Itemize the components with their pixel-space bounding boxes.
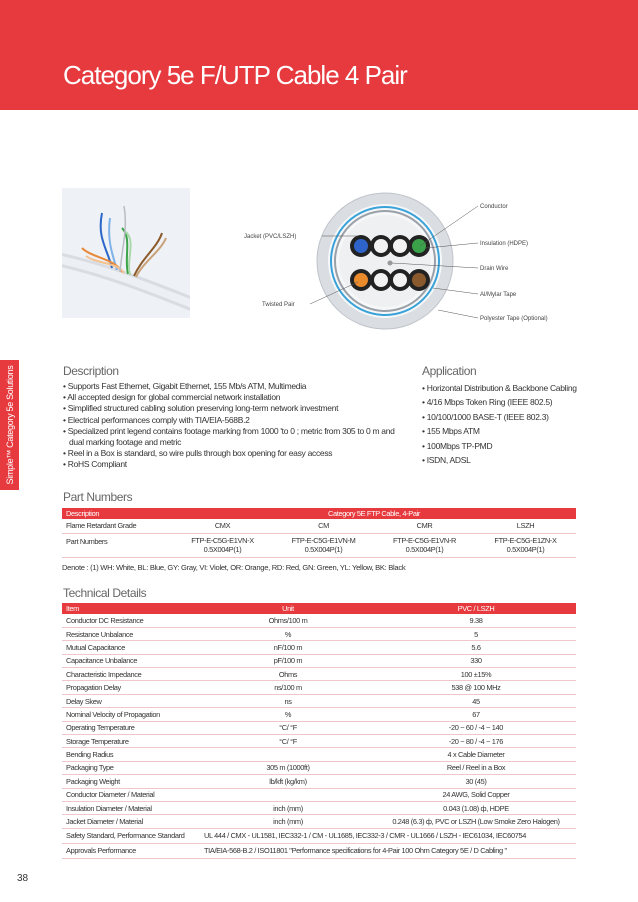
part-numbers-table xyxy=(62,508,576,558)
description-item: • RoHS Compliant xyxy=(63,459,127,470)
table-cell: ns xyxy=(200,694,376,707)
part-numbers-header-product: Category 5E FTP Cable, 4-Pair xyxy=(172,508,576,519)
table-cell: °C/ °F xyxy=(200,735,376,748)
part-numbers-header-description: Description xyxy=(62,508,172,519)
table-cell: LSZH xyxy=(475,519,576,533)
page-header-banner xyxy=(0,0,638,110)
application-item: • 155 Mbps ATM xyxy=(422,426,480,437)
description-item: • Specialized print legend contains footage marking from 1000 'to 0 ; metric from 305 to 0 m and xyxy=(63,425,395,436)
table-cell: Insulation Diameter / Material xyxy=(62,801,200,814)
table-cell: Safety Standard, Performance Standard xyxy=(62,828,200,843)
table-cell: 538 @ 100 MHz xyxy=(376,681,576,694)
cable-cross-section-diagram xyxy=(230,192,560,330)
description-item: • Electrical performances comply with TIA/EIA-568B.2 xyxy=(63,414,250,425)
page-title: Category 5e F/UTP Cable 4 Pair xyxy=(63,60,407,90)
table-cell: % xyxy=(200,627,376,640)
table-cell: ns/100 m xyxy=(200,681,376,694)
table-cell: Bending Radius xyxy=(62,748,200,761)
table-row xyxy=(62,788,576,801)
tech-header-unit: Unit xyxy=(200,603,376,614)
table-cell: Flame Retardant Grade xyxy=(62,519,172,533)
cable-photo xyxy=(62,188,190,318)
table-row xyxy=(62,775,576,788)
table-row xyxy=(62,801,576,814)
table-row xyxy=(62,694,576,707)
table-cell: 5.6 xyxy=(376,641,576,654)
description-item: • Reel in a Box is standard, so wire pulls through box opening for easy access xyxy=(63,448,333,459)
table-cell: Operating Temperature xyxy=(62,721,200,734)
table-cell: CMX xyxy=(172,519,273,533)
table-row xyxy=(62,627,576,640)
description-item: • Simplified structured cabling solution preserving long-term network investment xyxy=(63,403,339,414)
table-cell: FTP-E-C5G-E1VN-R 0.5X004P(1) xyxy=(374,533,475,557)
table-cell: Ohms/100 m xyxy=(200,614,376,627)
table-cell: Packaging Type xyxy=(62,761,200,774)
table-cell: TIA/EIA-568-B.2 / ISO11801 "Performance specifications for 4-Pair 100 Ohm Category 5E / D Cabling " xyxy=(200,843,576,858)
table-cell: 0.043 (1.08) ф, HDPE xyxy=(376,801,576,814)
table-row xyxy=(62,721,576,734)
table-row xyxy=(62,519,576,533)
label-jacket: Jacket (PVC/LSZH) xyxy=(244,234,297,240)
table-row xyxy=(62,815,576,828)
table-cell: 4 x Cable Diameter xyxy=(376,748,576,761)
table-cell: 45 xyxy=(376,694,576,707)
table-cell: 0.248 (6.3) ф, PVC or LSZH (Low Smoke Zero Halogen) xyxy=(376,815,576,828)
table-cell: Characteristic Impedance xyxy=(62,668,200,681)
table-row xyxy=(62,533,576,557)
application-item: • Horizontal Distribution & Backbone Cabling xyxy=(422,383,577,393)
label-insulation: Insulation (HDPE) xyxy=(480,241,529,247)
table-cell: Approvals Performance xyxy=(62,843,200,858)
table-row xyxy=(62,828,576,843)
table-cell: Packaging Weight xyxy=(62,775,200,788)
table-cell: -20 ~ 60 / -4 ~ 140 xyxy=(376,721,576,734)
table-cell: pF/100 m xyxy=(200,654,376,667)
table-cell: Storage Temperature xyxy=(62,735,200,748)
description-item: • All accepted design for global commercial network installation xyxy=(63,392,281,403)
table-cell: 67 xyxy=(376,708,576,721)
table-cell: Jacket Diameter / Material xyxy=(62,815,200,828)
technical-details-title: Technical Details xyxy=(63,586,147,600)
table-cell: -20 ~ 80 / -4 ~ 176 xyxy=(376,735,576,748)
table-cell: UL 444 / CMX - UL1581, IEC332-1 / CM - UL1685, IEC332-3 / CMR - UL1666 / LSZH - IEC61034, IEC60754 xyxy=(200,828,576,843)
table-row xyxy=(62,681,576,694)
table-cell: Mutual Capacitance xyxy=(62,641,200,654)
table-cell: Ohms xyxy=(200,668,376,681)
table-cell: CMR xyxy=(374,519,475,533)
application-title: Application xyxy=(422,364,477,378)
application-item: • 100Mbps TP-PMD xyxy=(422,440,493,451)
table-cell: Conductor DC Resistance xyxy=(62,614,200,627)
table-cell: 5 xyxy=(376,627,576,640)
application-item: • ISDN, ADSL xyxy=(422,455,471,466)
table-row xyxy=(62,641,576,654)
table-cell: FTP-E-C5G-E1VN-X 0.5X004P(1) xyxy=(172,533,273,557)
description-item: dual marking footage and metric xyxy=(69,437,182,448)
table-row xyxy=(62,735,576,748)
table-row xyxy=(62,748,576,761)
application-item: • 10/100/1000 BASE-T (IEEE 802.3) xyxy=(422,411,549,422)
description-list xyxy=(63,381,413,471)
table-cell: 30 (45) xyxy=(376,775,576,788)
part-numbers-title: Part Numbers xyxy=(63,490,133,504)
table-cell xyxy=(200,788,376,801)
tech-header-value: PVC / LSZH xyxy=(376,603,576,614)
label-drain-wire: Drain Wire xyxy=(480,266,509,272)
table-row xyxy=(62,654,576,667)
label-conductor: Conductor xyxy=(480,204,508,210)
table-cell: 305 m (1000ft) xyxy=(200,761,376,774)
label-twisted-pair: Twisted Pair xyxy=(262,302,295,308)
description-item: • Supports Fast Ethernet, Gigabit Ethernet, 155 Mb/s ATM, Multimedia xyxy=(63,381,307,391)
table-cell: Part Numbers xyxy=(62,533,172,557)
technical-details-table xyxy=(62,603,576,859)
table-cell xyxy=(200,748,376,761)
table-cell: Conductor Diameter / Material xyxy=(62,788,200,801)
side-tab-label: Simple™ Category 5e Solutions xyxy=(4,365,15,485)
label-mylar-tape: Al/Mylar Tape xyxy=(480,292,517,298)
table-cell: FTP-E-C5G-E1ZN-X 0.5X004P(1) xyxy=(475,533,576,557)
table-cell: % xyxy=(200,708,376,721)
table-cell: 100 ±15% xyxy=(376,668,576,681)
table-row xyxy=(62,843,576,858)
label-polyester-tape: Polyester Tape (Optional) xyxy=(480,316,548,322)
table-cell: CM xyxy=(273,519,374,533)
table-cell: lb/kft (kg/km) xyxy=(200,775,376,788)
table-cell: Delay Skew xyxy=(62,694,200,707)
table-cell: FTP-E-C5G-E1VN-M 0.5X004P(1) xyxy=(273,533,374,557)
table-cell: °C/ °F xyxy=(200,721,376,734)
table-cell: Reel / Reel in a Box xyxy=(376,761,576,774)
table-cell: nF/100 m xyxy=(200,641,376,654)
table-cell: inch (mm) xyxy=(200,801,376,814)
table-row xyxy=(62,761,576,774)
table-cell: inch (mm) xyxy=(200,815,376,828)
table-cell: 9.38 xyxy=(376,614,576,627)
description-title: Description xyxy=(63,364,119,378)
table-cell: 24 AWG, Solid Copper xyxy=(376,788,576,801)
table-row xyxy=(62,668,576,681)
application-item: • 4/16 Mbps Token Ring (IEEE 802.5) xyxy=(422,397,553,408)
tech-header-item: Item xyxy=(62,603,200,614)
application-list xyxy=(422,381,592,467)
table-row xyxy=(62,708,576,721)
side-section-tab xyxy=(0,360,19,490)
color-code-note: Denote : (1) WH: White, BL: Blue, GY: Gray, VI: Violet, OR: Orange, RD: Red, GN: Green, YL: Yellow, BK: Black xyxy=(62,563,406,572)
table-cell: Capacitance Unbalance xyxy=(62,654,200,667)
table-cell: 330 xyxy=(376,654,576,667)
table-cell: Nominal Velocity of Propagation xyxy=(62,708,200,721)
table-row xyxy=(62,614,576,627)
table-cell: Propagation Delay xyxy=(62,681,200,694)
page-number: 38 xyxy=(17,873,29,884)
table-cell: Resistance Unbalance xyxy=(62,627,200,640)
